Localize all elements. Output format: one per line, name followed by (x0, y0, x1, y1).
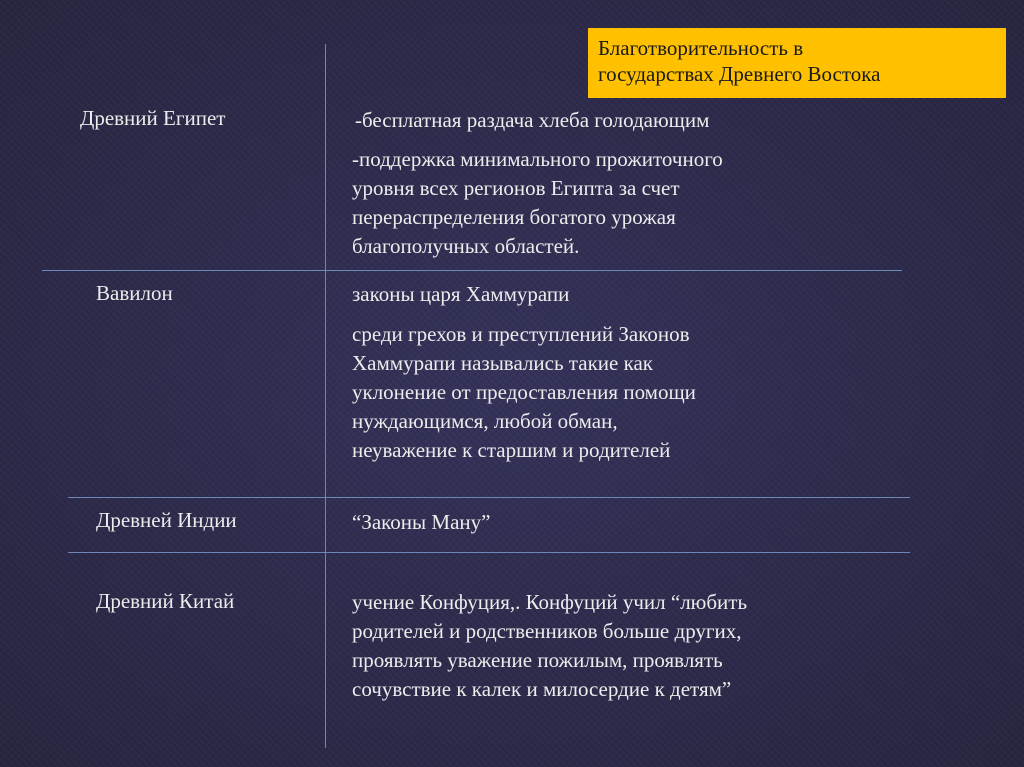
babylon-p2-line-4: нуждающимся, любой обман, (352, 409, 618, 433)
egypt-paragraph-1 (355, 106, 709, 135)
babylon-p2-line-1: среди грехов и преступлений Законов (352, 322, 690, 346)
slide-title-box (588, 28, 1006, 98)
table-row-divider-1 (42, 270, 902, 271)
table-row-divider-2 (68, 497, 910, 498)
egypt-paragraph-2 (352, 145, 723, 261)
babylon-p1-line-1: законы царя Хаммурапи (352, 282, 570, 306)
slide-title-line-2: государствах Древнего Востока (598, 62, 881, 86)
slide-title-line-1: Благотворительность в (598, 36, 804, 60)
egypt-p1-line-1: -бесплатная раздача хлеба голодающим (355, 108, 710, 132)
china-p1-line-4: сочувствие к калек и милосердие к детям” (352, 677, 732, 701)
egypt-p2-line-2: уровня всех регионов Египта за счет (352, 176, 680, 200)
babylon-p2-line-2: Хаммурапи назывались такие как (352, 351, 653, 375)
china-p1-line-1: учение Конфуция,. Конфуций учил “любить (352, 590, 748, 614)
babylon-p2-line-5: неуважение к старшим и родителей (352, 438, 671, 462)
india-p1-line-1: “Законы Ману” (352, 510, 491, 534)
india-paragraph-1 (352, 508, 490, 537)
babylon-p2-line-3: уклонение от предоставления помощи (352, 380, 696, 404)
egypt-p2-line-4: благополучных областей. (352, 234, 580, 258)
region-label-babylon: Вавилон (96, 281, 173, 305)
babylon-paragraph-2 (352, 320, 696, 465)
china-paragraph-1 (352, 588, 747, 704)
table-row-divider-3 (68, 552, 910, 553)
region-label-egypt: Древний Египет (80, 106, 226, 130)
egypt-p2-line-1: -поддержка минимального прожиточного (352, 147, 723, 171)
egypt-p2-line-3: перераспределения богатого урожая (352, 205, 676, 229)
china-p1-line-2: родителей и родственников больше других, (352, 619, 742, 643)
region-label-china: Древний Китай (96, 589, 235, 613)
china-p1-line-3: проявлять уважение пожилым, проявлять (352, 648, 723, 672)
babylon-paragraph-1 (352, 280, 569, 309)
region-label-india: Древней Индии (96, 508, 237, 532)
table-vertical-divider (325, 44, 326, 748)
